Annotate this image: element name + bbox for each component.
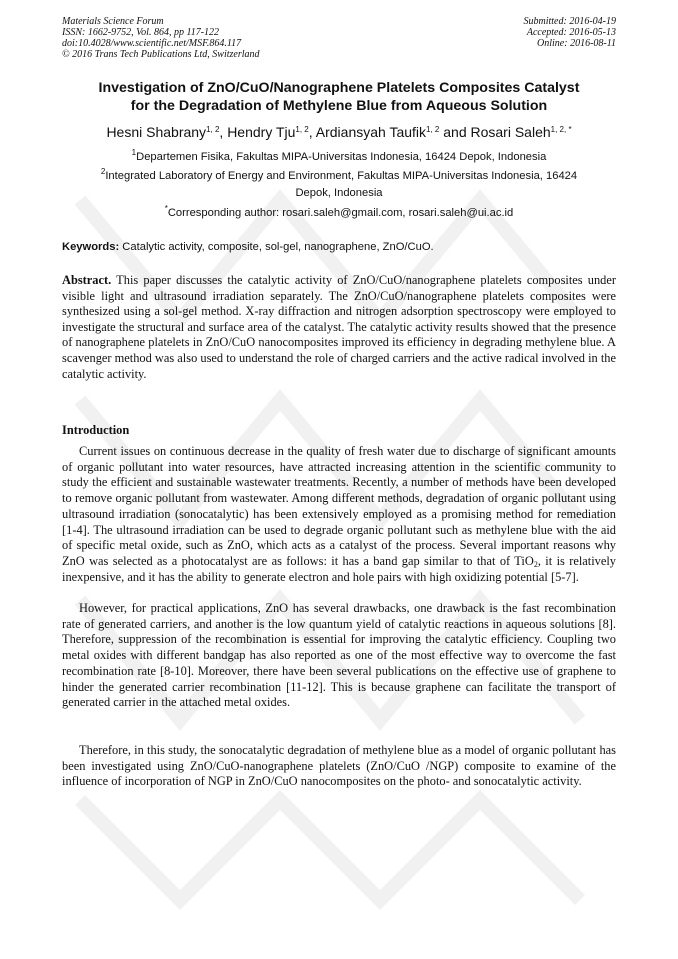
accepted-date: Accepted: 2016-05-13 bbox=[526, 27, 616, 38]
journal-info bbox=[62, 16, 260, 60]
affiliation-2 bbox=[62, 168, 616, 202]
author-name: Rosari Saleh bbox=[470, 124, 551, 140]
abstract bbox=[62, 273, 616, 382]
copyright-line: © 2016 Trans Tech Publications Ltd, Switzerland bbox=[62, 49, 260, 60]
intro-paragraph-3: Therefore, in this study, the sonocatalytic degradation of methylene blue as a model of organic pollutant has been investigated using ZnO/CuO-nanographene platelets (ZnO/CuO /NGP) composite to examine of the influence of incorporation of NGP in ZnO/CuO nanocomposites on the photo- and sonocatalytic activity. bbox=[62, 743, 616, 789]
author-separator: and bbox=[439, 124, 471, 140]
affiliation-text-line-2: Depok, Indonesia bbox=[295, 187, 383, 199]
affiliation-marker: * bbox=[164, 204, 168, 213]
keywords bbox=[62, 239, 616, 255]
author-affiliation-sup: 1, 2 bbox=[295, 125, 309, 134]
online-date: Online: 2016-08-11 bbox=[537, 38, 616, 49]
author-name: Ardiansyah Taufik bbox=[315, 124, 427, 140]
subscript-2: 2 bbox=[533, 559, 538, 569]
paper-title bbox=[62, 79, 616, 115]
author-name: Hendry Tju bbox=[227, 124, 296, 140]
affiliation-text: Departemen Fisika, Fakultas MIPA-Universitas Indonesia, 16424 Depok, Indonesia bbox=[136, 151, 547, 163]
author-separator: , bbox=[219, 124, 228, 140]
author-name: Hesni Shabrany bbox=[106, 124, 207, 140]
intro-paragraph-1 bbox=[62, 444, 616, 585]
corresponding-author-text: Corresponding author: rosari.saleh@gmail.com, rosari.saleh@ui.ac.id bbox=[167, 207, 514, 219]
abstract-label: Abstract. bbox=[62, 273, 112, 287]
author-affiliation-sup: 1, 2, * bbox=[550, 125, 572, 134]
affiliation-text: Integrated Laboratory of Energy and Environment, Fakultas MIPA-Universitas Indonesia, 16424 bbox=[105, 170, 578, 182]
author-separator: , bbox=[308, 124, 316, 140]
keywords-text: Catalytic activity, composite, sol-gel, nanographene, ZnO/CuO. bbox=[119, 241, 434, 253]
publication-dates bbox=[524, 16, 617, 49]
affiliation-1 bbox=[62, 149, 616, 166]
affiliation-marker: 2 bbox=[100, 167, 106, 176]
author-affiliation-sup: 1, 2 bbox=[206, 125, 220, 134]
journal-name: Materials Science Forum bbox=[62, 16, 164, 27]
keywords-label: Keywords: bbox=[62, 241, 120, 253]
submitted-date: Submitted: 2016-04-19 bbox=[523, 16, 616, 27]
author-list bbox=[62, 123, 616, 141]
section-heading-introduction: Introduction bbox=[62, 423, 130, 437]
corresponding-author bbox=[62, 205, 616, 222]
author-affiliation-sup: 1, 2 bbox=[426, 125, 440, 134]
intro-paragraph-2: However, for practical applications, ZnO has several drawbacks, one drawback is the fast recombination rate of generated carriers, and another is the low quantum yield of catalytic reactions in aqueous solutions [8]. Therefore, suppression of the recombination is essential for improving the catalytic efficiency. Coupling two metal oxides with different bandgap has also reported as one of the most effective way to overcome the fast recombination rate [8-10]. Moreover, there have been several publications on the effective use of graphene to hinder the generated carrier recombination [11-12]. This is because graphene can facilitate the transport of generated carrier in the attached metal oxides. bbox=[62, 601, 616, 710]
affiliation-marker: 1 bbox=[131, 148, 137, 157]
abstract-text: This paper discusses the catalytic activity of ZnO/CuO/nanographene platelets composites under visible light and ultrasound irradiation separately. The ZnO/CuO/nanographene platelets composites were synthesized using a sol-gel method. X-ray diffraction and nitrogen adsorption spectroscopy were employed to investigate the structural and surface area of the catalyst. The catalytic activity results showed that the presence of nanographene platelets in ZnO/CuO nanocomposites improved its efficiency in degrading methylene blue. A scavenger method was also used to understand the role of charged carriers and the active radical involved in the catalytic activity. bbox=[62, 273, 616, 381]
intro-paragraph-1-text-end: , it is relatively inexpensive, and it has the ability to generate electron and hole pairs with high oxidizing potential [5-7]. bbox=[62, 553, 617, 584]
title-line-2: for the Degradation of Methylene Blue from Aqueous Solution bbox=[130, 98, 548, 114]
issn-line: ISSN: 1662-9752, Vol. 864, pp 117-122 bbox=[62, 27, 220, 38]
doi-line: doi:10.4028/www.scientific.net/MSF.864.117 bbox=[62, 38, 242, 49]
title-line-1: Investigation of ZnO/CuO/Nanographene Platelets Composites Catalyst bbox=[98, 80, 580, 96]
intro-paragraph-1-text: Current issues on continuous decrease in the quality of fresh water due to discharge of significant amounts of organic pollutant into water resources, have attracted increasing attention in the scientific community to study the efficient and sustainable wastewater treatments. Recently, a number of methods have been developed to remove organic pollutant from wastewater. Among different methods, degradation of organic pollutant using ultrasound irradiation (sonocatalytic) has been extensively employed as a promising method for remediation [1-4]. The ultrasound irradiation can be used to degrade organic pollutant such as methylene blue with the aid of specific metal oxide, such as ZnO, which acts as a catalyst of the process. Several important reasons why ZnO was selected as a photocatalyst are as follows: it has a band gap similar to that of TiO bbox=[62, 444, 616, 568]
